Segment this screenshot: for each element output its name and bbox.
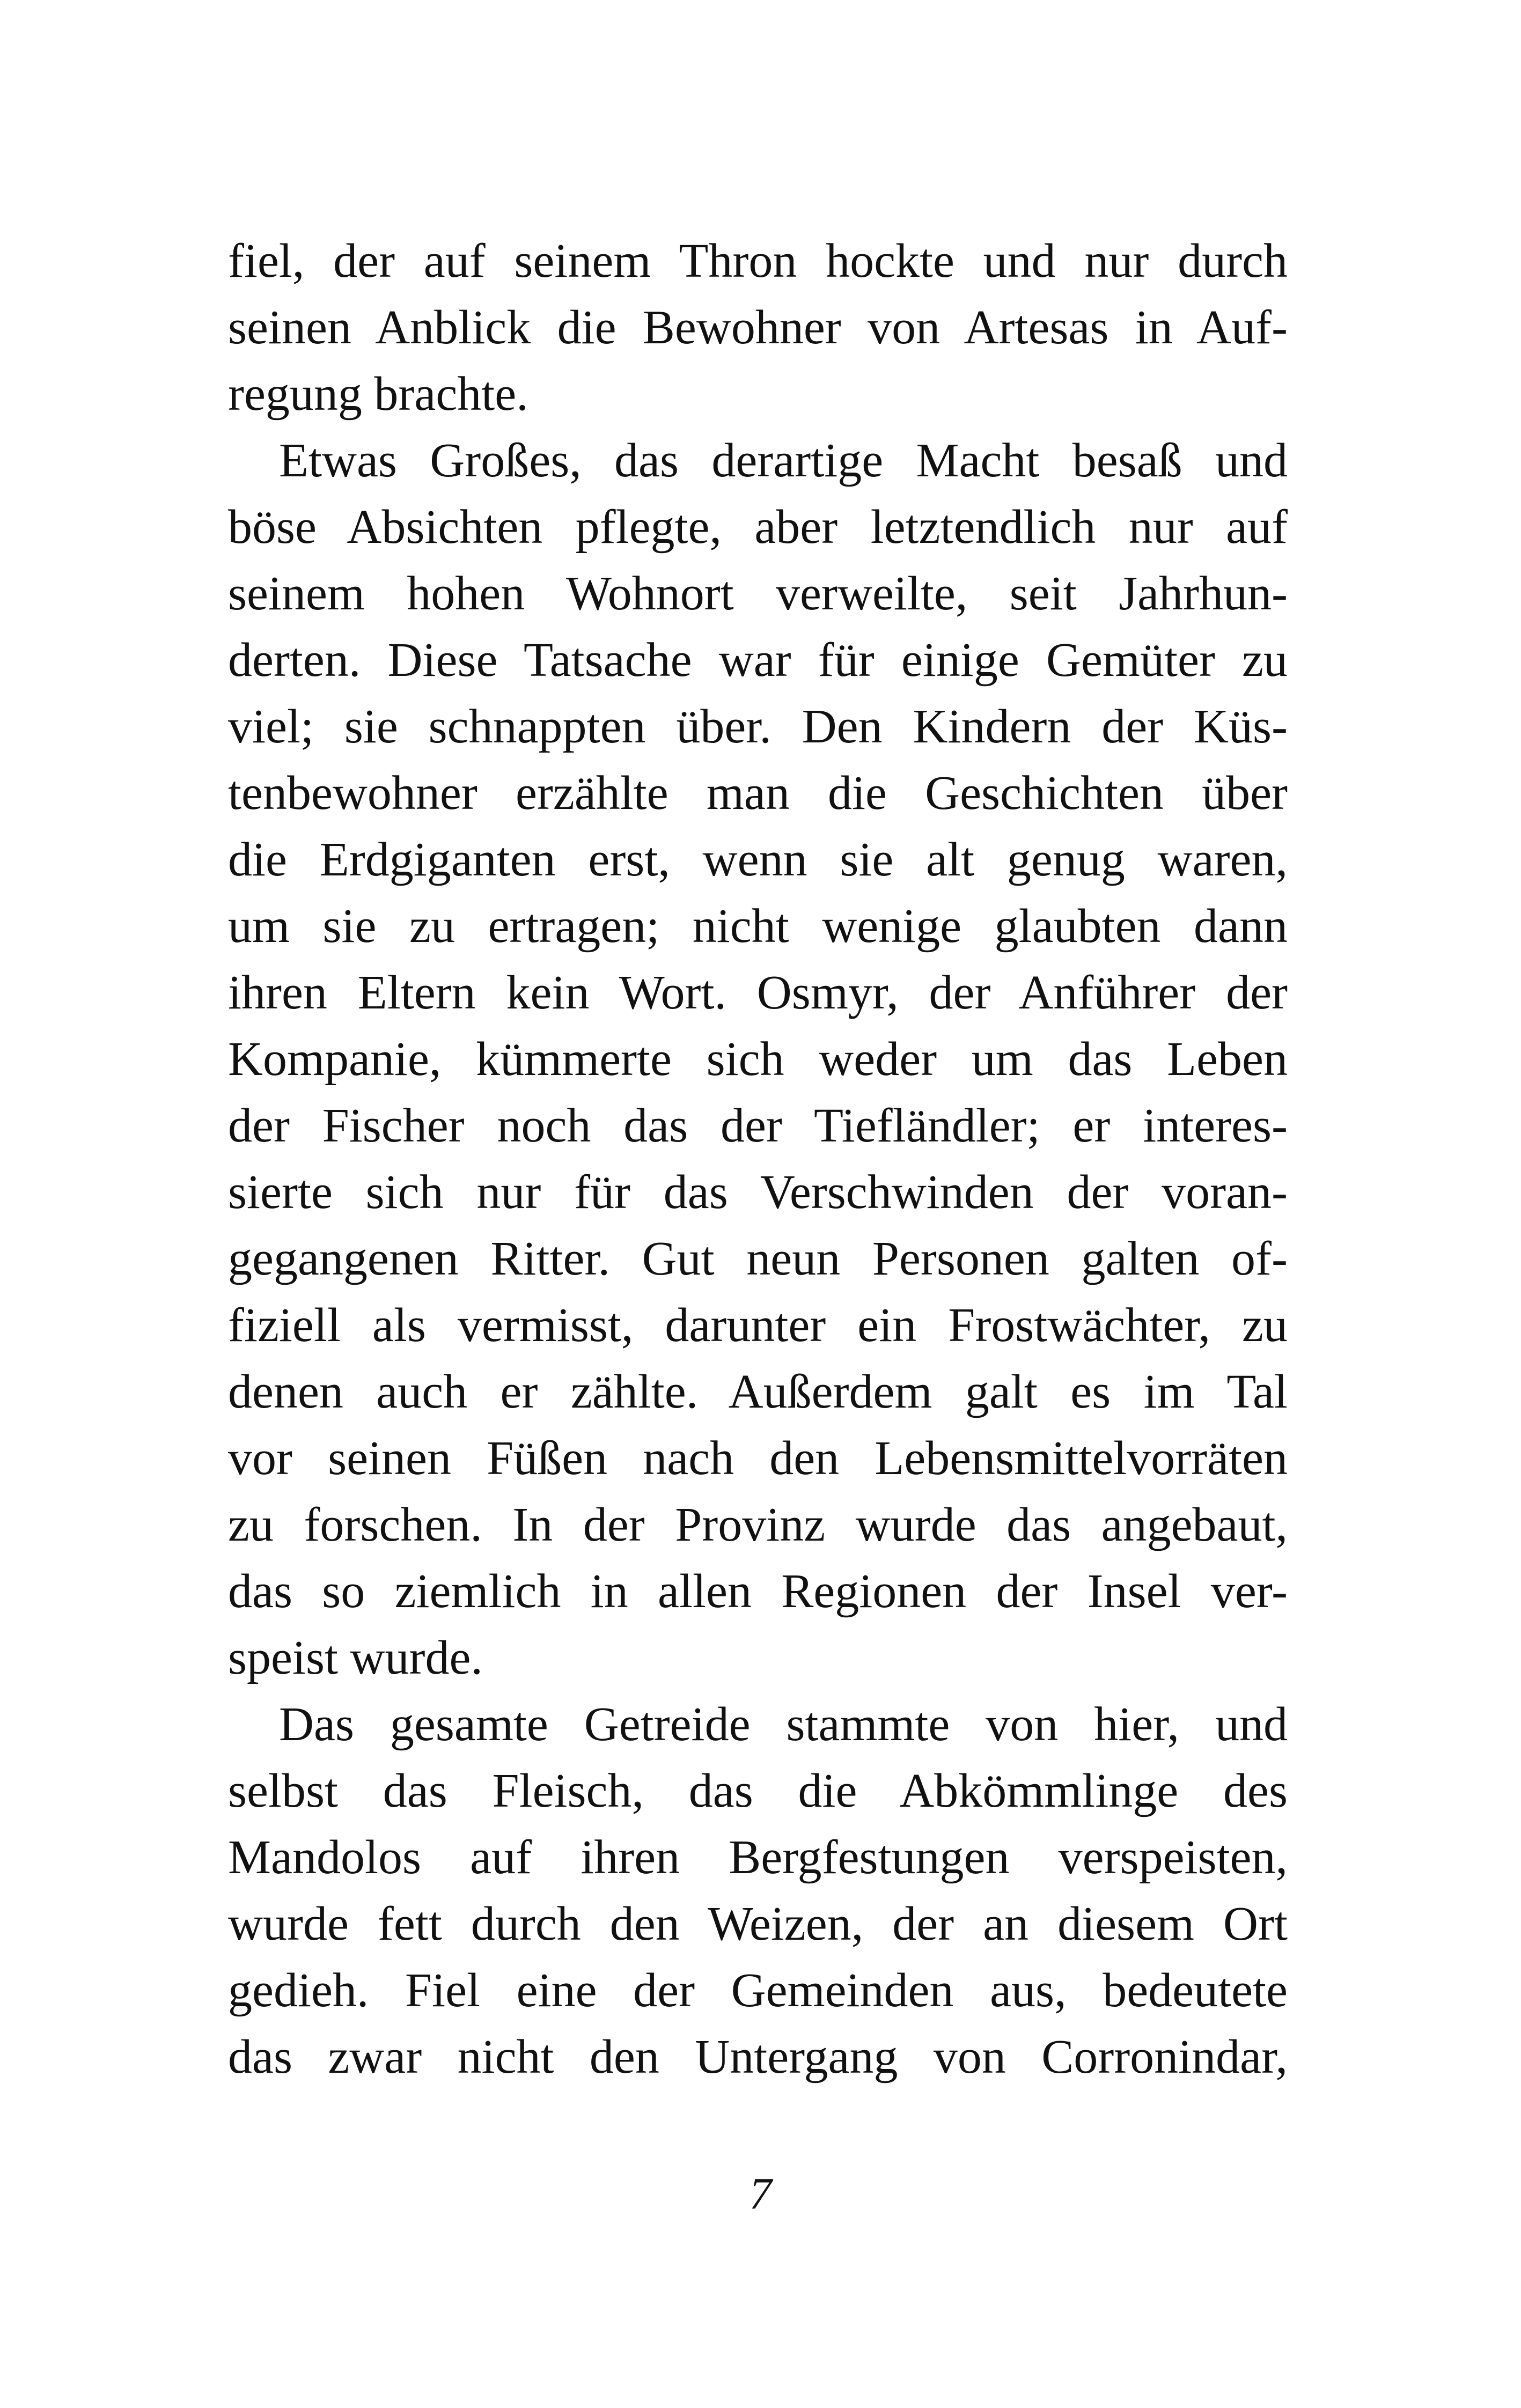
text-line: Mandolos auf ihren Bergfestungen verspeisten, (228, 1831, 1288, 1884)
text-line: vor seinen Füßen nach den Lebensmittelvorräten (228, 1432, 1288, 1485)
text-line: fiel, der auf seinem Thron hockte und nur durch (228, 234, 1288, 288)
text-line: derten. Diese Tatsache war für einige Gemüter zu (228, 634, 1288, 687)
text-line: Etwas Großes, das derartige Macht besaß und (279, 434, 1288, 487)
text-line: regung brachte. (228, 367, 528, 421)
text-line: das so ziemlich in allen Regionen der Insel ver- (228, 1565, 1288, 1618)
text-line: um sie zu ertragen; nicht wenige glaubten dann (228, 900, 1288, 953)
text-line: viel; sie schnappten über. Den Kindern der Küs- (228, 700, 1288, 753)
text-line: seinen Anblick die Bewohner von Artesas in Auf- (228, 301, 1288, 354)
text-line: speist wurde. (228, 1631, 483, 1684)
text-line: ihren Eltern kein Wort. Osmyr, der Anführer der (228, 966, 1288, 1019)
text-line: wurde fett durch den Weizen, der an diesem Ort (228, 1897, 1288, 1950)
text-line: böse Absichten pflegte, aber letztendlich nur auf (228, 500, 1288, 554)
text-line: das zwar nicht den Untergang von Corronindar, (228, 2030, 1288, 2083)
text-line: die Erdgiganten erst, wenn sie alt genug waren, (228, 833, 1288, 886)
text-line: Das gesamte Getreide stammte von hier, und (279, 1698, 1288, 1751)
text-line: Kompanie, kümmerte sich weder um das Leben (228, 1033, 1288, 1086)
text-line: gedieh. Fiel eine der Gemeinden aus, bedeutete (228, 1964, 1288, 2017)
text-line: selbst das Fleisch, das die Abkömmlinge des (228, 1764, 1288, 1817)
text-line: zu forschen. In der Provinz wurde das angebaut, (228, 1498, 1288, 1551)
text-line: tenbewohner erzählte man die Geschichten über (228, 767, 1288, 820)
text-line: gegangenen Ritter. Gut neun Personen galten of- (228, 1232, 1288, 1285)
text-line: fiziell als vermisst, darunter ein Frostwächter, zu (228, 1299, 1288, 1352)
text-line: sierte sich nur für das Verschwinden der voran- (228, 1166, 1288, 1219)
text-line: der Fischer noch das der Tiefländler; er interes- (228, 1099, 1288, 1152)
text-line: denen auch er zählte. Außerdem galt es im Tal (228, 1365, 1288, 1418)
text-line: seinem hohen Wohnort verweilte, seit Jahrhun- (228, 567, 1288, 620)
body-text (228, 228, 1288, 2090)
page-number: 7 (749, 2169, 772, 2219)
